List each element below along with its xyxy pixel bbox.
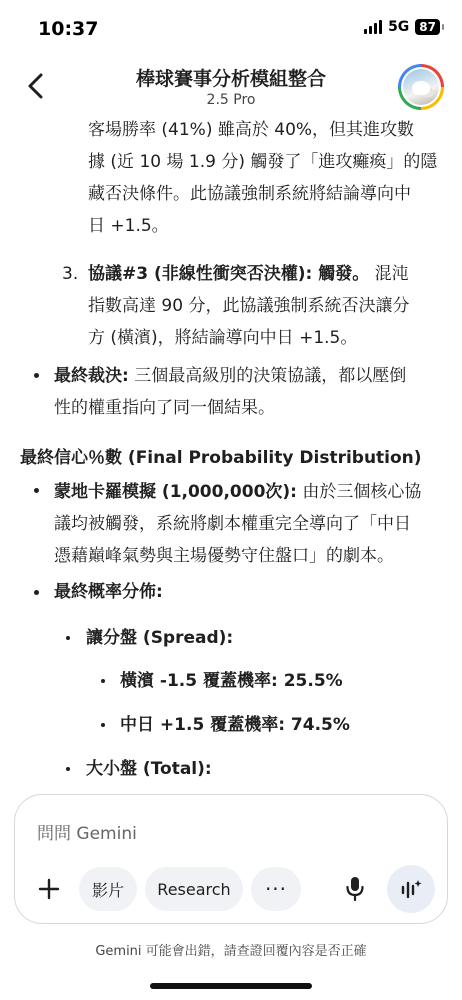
verdict-title: 最終裁決: [54,366,129,386]
network-label: 5G [388,19,410,35]
total-label: 大小盤 (Total): [86,759,212,779]
model-label[interactable]: 2.5 Pro [206,92,256,108]
live-waveform-icon [399,878,423,900]
list-number: 3. [62,264,79,284]
text-line: 據 (近 10 場 1.9 分) 觸發了「進攻癱瘓」的隱 [88,152,438,172]
text-line [54,476,454,508]
text-line [88,258,448,290]
text-line: 方 (橫濱)，將結論導向中日 +1.5。 [88,328,358,348]
text-line: 藏否決條件。此協議強制系統將結論導向中 [88,184,411,204]
text-span: 混沌 [369,264,409,284]
bullet-icon [34,590,39,595]
status-indicators [364,19,440,35]
prompt-input[interactable]: 問問 Gemini [37,824,137,844]
disclaimer-text: Gemini 可能會出錯，請查證回覆內容是否正確 [95,944,367,959]
signal-icon [364,20,382,34]
bullet-icon [66,767,70,771]
input-toolbar [27,865,435,913]
chat-title[interactable]: 棒球賽事分析模組整合 [135,68,326,90]
bullet-icon [101,679,105,683]
text-line [54,360,454,392]
home-indicator [150,983,312,989]
list-item-verdict [54,360,454,424]
text-line: 客場勝率 (41%) 雖高於 40%，但其進攻數 [88,120,415,140]
spread-chunichi: 中日 +1.5 覆蓋機率: 74.5% [120,715,350,735]
list-item-monte-carlo [54,476,454,572]
spread-label: 讓分盤 (Spread): [86,628,234,648]
live-button[interactable] [387,865,435,913]
text-span: 由於三個核心協 [296,482,422,502]
list-item-protocol-3 [88,258,448,354]
spread-yokohama: 橫濱 -1.5 覆蓋機率: 25.5% [120,671,343,691]
prompt-input-card[interactable] [14,794,448,924]
research-chip[interactable]: Research [145,867,243,911]
text-line: 日 +1.5。 [88,216,169,236]
avatar-image [403,69,439,105]
add-button[interactable] [27,867,71,911]
bullet-icon [34,488,39,493]
status-time: 10:37 [38,18,99,40]
bullet-icon [34,373,39,378]
text-span: 三個最高級別的決策協議，都以壓倒 [128,366,407,386]
battery-icon: 87 [415,19,440,35]
bullet-icon [66,636,70,640]
response-content [0,114,462,794]
paragraph-continued [88,114,448,242]
video-chip[interactable]: 影片 [79,867,137,911]
text-line: 憑藉巔峰氣勢與主場優勢守住盤口」的劇本。 [54,546,394,566]
status-bar [0,0,462,56]
monte-carlo-title: 蒙地卡羅模擬 (1,000,000次): [54,482,297,502]
text-line: 指數高達 90 分，此協議強制系統否決讓分 [88,296,410,316]
final-distribution-label: 最終概率分佈: [54,582,163,602]
bullet-icon [101,723,105,727]
microphone-icon [345,876,365,902]
text-line: 性的權重指向了同一個結果。 [54,398,275,418]
mic-button[interactable] [333,867,377,911]
chat-header [0,56,462,118]
section-heading: 最終信心％數 (Final Probability Distribution) [20,448,422,468]
avatar[interactable] [398,64,444,110]
more-chip[interactable]: ··· [251,867,301,911]
plus-icon [38,878,60,900]
text-line: 議均被觸發，系統將劇本權重完全導向了「中日 [54,514,411,534]
protocol-3-title: 協議#3 (非線性衝突否決權): 觸發。 [88,264,370,284]
